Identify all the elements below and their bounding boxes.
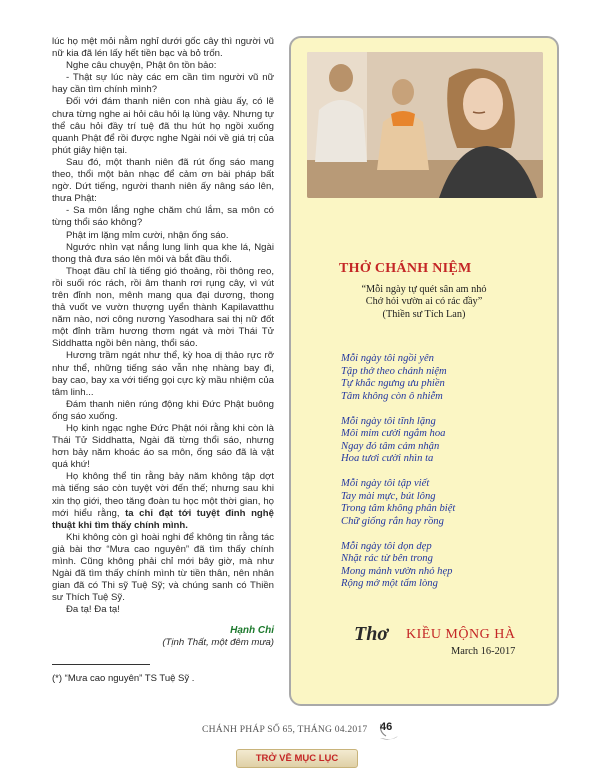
paragraph-text: Họ không thể tin rằng bảy năm không tập dợt mà tiếng sáo còn tuyệt vời đến thế; nhưng sau khi xin thọ giới, theo tăng đoàn tu học một thời gian, họ mới hiểu rằng, xyxy=(52,471,274,519)
paragraph: Phật im lặng mỉm cười, nhận ống sáo. xyxy=(66,229,229,241)
poem-panel xyxy=(289,36,559,706)
page-number: 46 xyxy=(380,721,393,733)
stanza xyxy=(341,478,541,528)
poem-line: Mỗi ngày tôi ngồi yên xyxy=(341,353,434,364)
poem-line: Tâm không còn ô nhiễm xyxy=(341,390,443,402)
article-body xyxy=(52,36,274,649)
back-to-contents-link[interactable]: TRỞ VỀ MỤC LỤC xyxy=(236,749,358,768)
photo-illustration xyxy=(307,52,543,198)
paragraph: Khi không còn gì hoài nghi để không tin rằng tác giả bài thơ “Mưa cao nguyên” đã tìm thấy chính mình. Cũng không phải chỉ mới bây giờ, mà như Ngài đã tìm thấy chính mình từ tiền thân, nên nhân gian đã có Thi sỹ Tuệ Sỹ; và chúng sanh có Thiền sư Thích Tuệ Sỹ. xyxy=(52,531,274,604)
poem-line: Tự khắc ngưng ưu phiền xyxy=(341,378,445,389)
footnote-rule xyxy=(52,664,150,665)
paragraph: Ngước nhìn vạt nắng lung linh qua khe lá, Ngài thong thả đưa sáo lên môi và bắt đầu thổi. xyxy=(52,241,274,265)
stanza xyxy=(341,541,541,591)
paragraph: lúc họ mệt mỏi nằm nghỉ dưới gốc cây thì người vũ nữ kia đã lén lấy hết tiền bạc và bỏ trốn. xyxy=(52,36,274,60)
epigraph-attribution: (Thiền sư Tích Lan) xyxy=(382,308,466,320)
poem-line: Tay mài mực, bút lông xyxy=(341,490,436,502)
poem-line: Hoa tươi cười nhìn ta xyxy=(341,453,434,464)
stanza xyxy=(341,416,541,466)
poem-line: Trong tâm không phân biệt xyxy=(341,503,456,514)
paragraph: - Thật sự lúc này các em cần tìm người vũ nữ hay cần tìm chính mình? xyxy=(52,72,274,96)
paragraph: Đám thanh niên rúng động khi Đức Phật buông ống sáo xuống. xyxy=(52,398,274,422)
page-number-badge xyxy=(378,718,400,740)
paragraph: Đối với đám thanh niên con nhà giàu ấy, có lẽ chưa từng nghe ai hỏi câu hỏi lạ lùng vậy. Nhưng tự thể câu hỏi đầy trí tuệ đã thu hút họ ngồi xuống quanh Phật để rồi được nghe Ngài nói về giá trị của phút giây hiện tại. xyxy=(52,96,274,156)
paragraph: Thoạt đầu chỉ là tiếng gió thoảng, rồi thông reo, rồi suối róc rách, rồi âm thanh rơi rụng cây, vì vút trên đỉnh non, mênh mang qua đại dương, thong thả vuốt ve vườn thượng uyển thành Kapilavatthu năm nào, nơi công nương Yasodhara sai thị nữ đốt một đỉnh trầm hương thơm ngát và mời Thái Tử Siddhatta ngồi bên nàng, thổi sáo. xyxy=(52,265,274,350)
poem-line: Môi mỉm cười ngắm hoa xyxy=(341,428,446,439)
meditation-photo xyxy=(307,52,543,198)
stanza xyxy=(341,353,541,403)
epigraph-line: Chớ hỏi vườn ai có rác đầy” xyxy=(365,296,483,308)
poem-line: Ngay đó tâm cảm nhận xyxy=(341,440,440,452)
signature xyxy=(52,625,274,649)
poem-date: March 16-2017 xyxy=(451,646,516,657)
poem-line: Chữ giống rắn hay rồng xyxy=(341,515,444,527)
poem-line: Mỗi ngày tôi dọn dẹp xyxy=(341,540,432,552)
paragraph: - Sa môn lắng nghe chăm chú lắm, sa môn có từng thổi sáo không? xyxy=(52,205,274,229)
poem-line: Mỗi ngày tôi tĩnh lặng xyxy=(341,415,436,427)
paragraph: Sau đó, một thanh niên đã rút ống sáo mang theo, thổi một bản nhạc để cảm ơn bài pháp bất ngờ. Dứt tiếng, người thanh niên ấy nâng sáo lên, thưa Phật: xyxy=(52,156,274,205)
emphasized-text: ta chỉ đạt tới tuyệt đỉnh nghệ thuật khi tìm thấy chính mình. xyxy=(52,507,274,531)
poem-line: Nhặt rác từ bên trong xyxy=(341,553,433,564)
poem-title: THỞ CHÁNH NIỆM xyxy=(339,261,472,276)
epigraph-line: “Mỗi ngày tự quét sân am nhỏ xyxy=(361,284,487,295)
paragraph: Đa tạ! Đa tạ! xyxy=(66,604,120,616)
footnote: (*) “Mưa cao nguyên” TS Tuệ Sỹ . xyxy=(52,673,195,684)
paragraph xyxy=(52,471,274,531)
poem-author: KIỀU MỘNG HÀ xyxy=(406,627,516,642)
poem-stanzas xyxy=(341,353,541,603)
signature-name: Hạnh Chi xyxy=(230,624,274,636)
footer-issue: CHÁNH PHÁP SỐ 65, THÁNG 04.2017 xyxy=(202,724,368,735)
poem-line: Rộng mở một tấm lòng xyxy=(341,578,438,589)
tho-label: Thơ xyxy=(354,623,389,645)
paragraph: Nghe câu chuyện, Phật ôn tồn bảo: xyxy=(66,60,217,72)
epigraph xyxy=(321,284,527,321)
paragraph: Họ kinh ngạc nghe Đức Phật nói rằng khi còn là Thái Tử Siddhatta, Ngài đã từng thổi sáo, nhưng hơn bảy năm khoác áo sa môn, ống sáo đã là vật quá khứ! xyxy=(52,423,274,471)
paragraph: Hương trầm ngát như thể, kỳ hoa dị thảo rực rỡ như thể, những tiếng sáo vẫn nhẹ nhàng bay đi, bay cao, bay xa với tiếng gọi cực kỳ mầu nhiệm của tâm linh... xyxy=(52,350,274,398)
poem-line: Mong mảnh vườn nhỏ hẹp xyxy=(341,565,453,577)
poem-line: Mỗi ngày tôi tập viết xyxy=(341,478,430,489)
signature-note: (Tịnh Thất, một đêm mưa) xyxy=(162,636,274,648)
poem-line: Tập thở theo chánh niệm xyxy=(341,365,447,377)
